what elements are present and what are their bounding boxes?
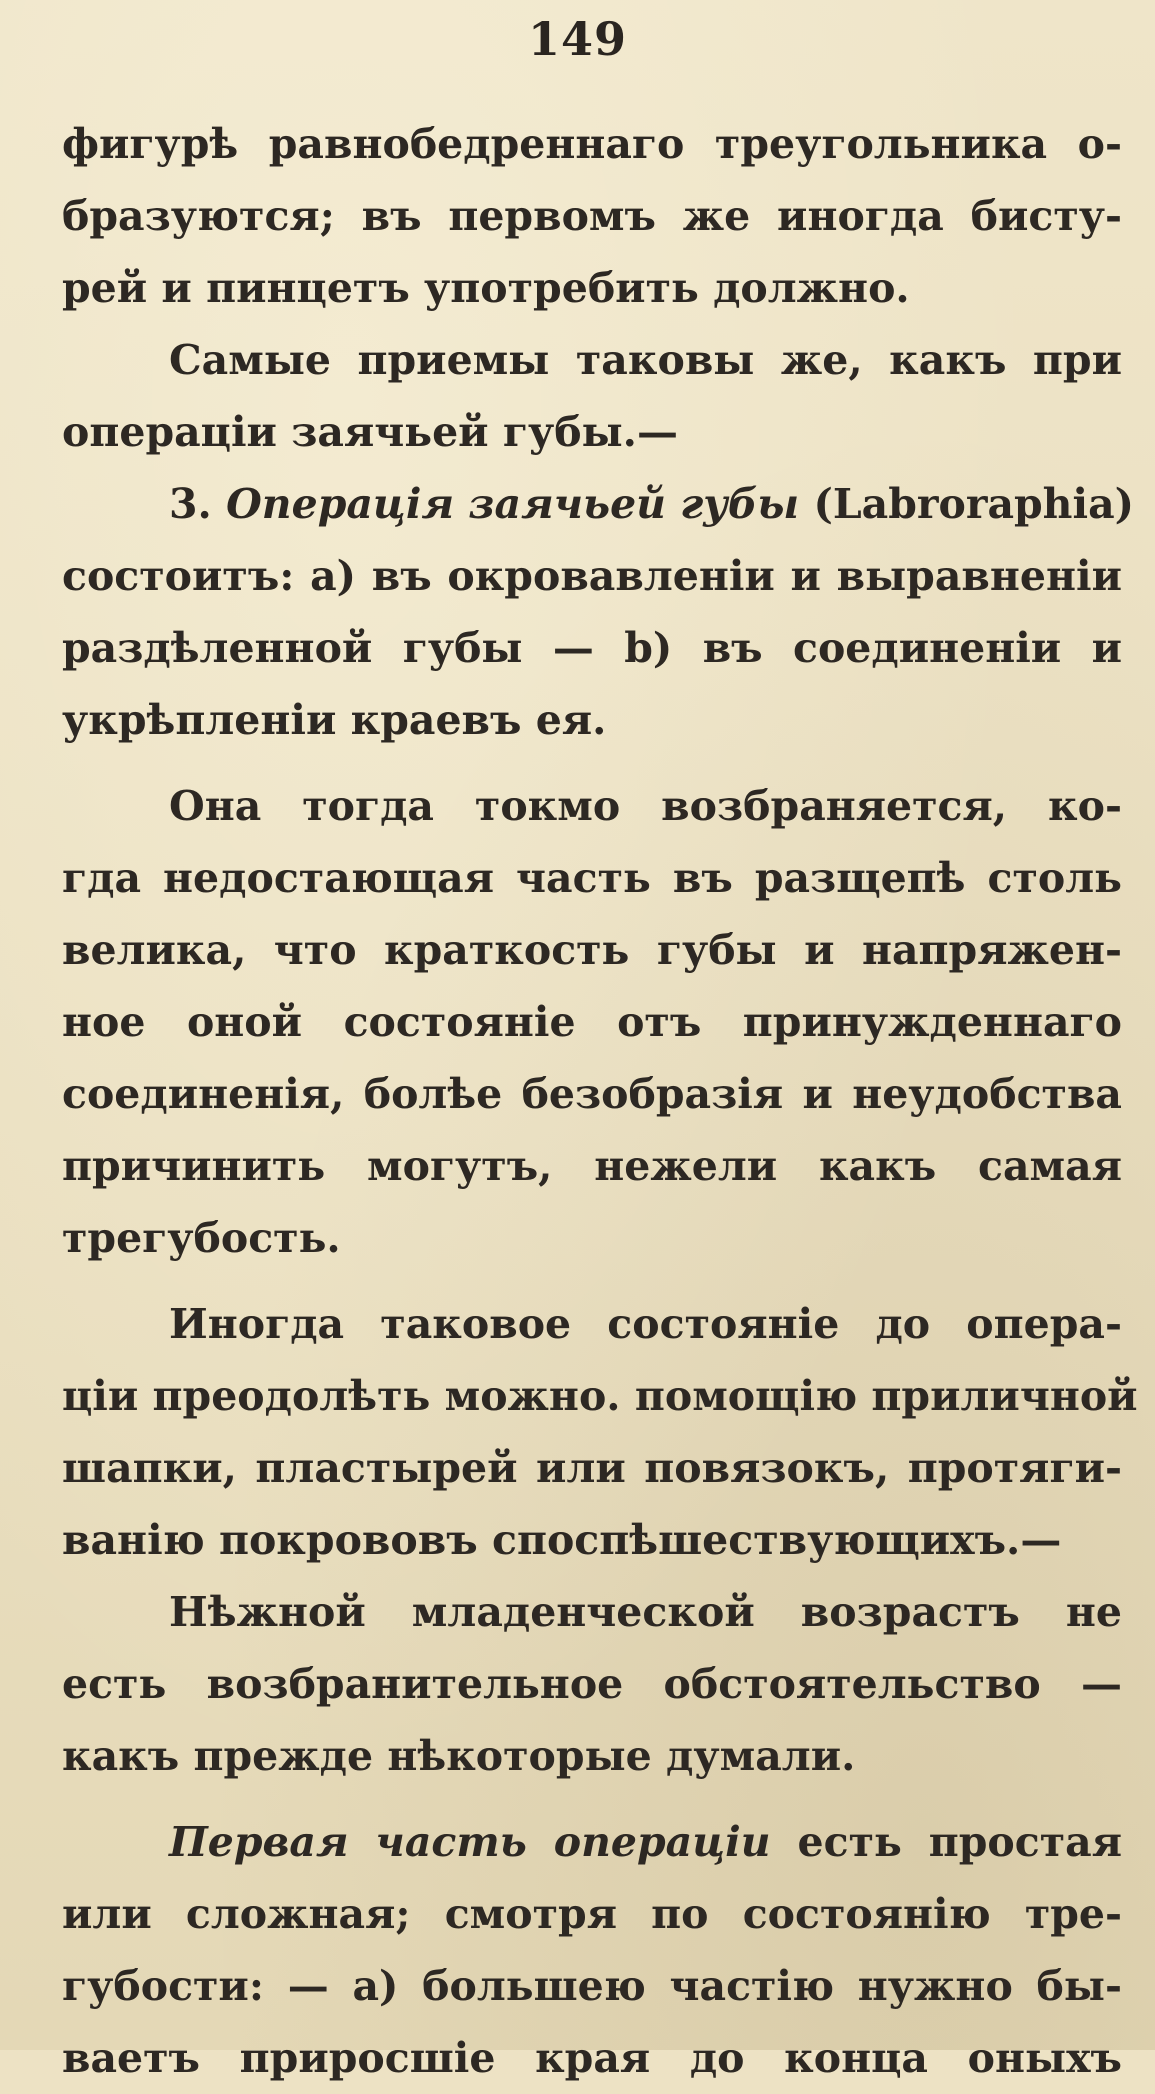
text-line: фигурѣ равнобедреннаго треугольника о- (62, 120, 1122, 168)
text-line: трегубость. (62, 1214, 341, 1262)
section-title: Операція заячьей губы (226, 480, 800, 528)
section-number: 3. (169, 480, 212, 528)
text-line: рей и пинцетъ употребить должно. (62, 264, 910, 312)
page-text (62, 108, 1138, 2094)
text-line: губости: — a) большею частію нужно бы- (62, 1962, 1122, 2010)
text-line: Иногда таковое состояніе до опера- (169, 1300, 1122, 1348)
text-line: Нѣжной младенческой возрастъ не (169, 1588, 1122, 1636)
text-line: укрѣпленіи краевъ ея. (62, 696, 607, 744)
text-line: состоитъ: a) въ окровавленіи и выравненіи (62, 552, 1122, 600)
text-line: соединенія, болѣе безобразія и неудобства (62, 1070, 1122, 1118)
text-line: какъ прежде нѣкоторые думали. (62, 1732, 856, 1780)
text-line: или сложная; смотря по состоянію тре- (62, 1890, 1122, 1938)
page-number: 149 (527, 12, 628, 66)
text-line: ное оной состояніе отъ принужденнаго (62, 998, 1122, 1046)
text-line: есть возбранительное обстоятельство — (62, 1660, 1122, 1708)
text-line: Она тогда токмо возбраняется, ко- (169, 782, 1122, 830)
text-line: бразуются; въ первомъ же иногда бисту- (62, 192, 1122, 240)
part-heading-line (62, 1806, 1122, 1878)
text-line: операціи заячьей губы.— (62, 408, 678, 456)
text-line: ваетъ приросшіе края до конца оныхъ (62, 2034, 1122, 2082)
section-heading-line (62, 468, 1135, 540)
part-title-rest: есть простая (797, 1818, 1122, 1866)
text-line: причинить могутъ, нежели какъ самая (62, 1142, 1122, 1190)
text-line: ванію покрововъ споспѣшествующихъ.— (62, 1516, 1062, 1564)
text-line: ціи преодолѣть можно. помощію приличной (62, 1372, 1138, 1420)
section-latin-term: (Labroraphia) (813, 480, 1135, 528)
text-line: велика, что краткость губы и напряжен- (62, 926, 1122, 974)
text-line: шапки, пластырей или повязокъ, протяги- (62, 1444, 1122, 1492)
part-title: Первая часть операціи (169, 1818, 771, 1866)
text-line: Самые приемы таковы же, какъ при (169, 336, 1122, 384)
text-line: раздѣленной губы — b) въ соединеніи и (62, 624, 1122, 672)
text-line: гда недостающая часть въ разщепѣ столь (62, 854, 1122, 902)
